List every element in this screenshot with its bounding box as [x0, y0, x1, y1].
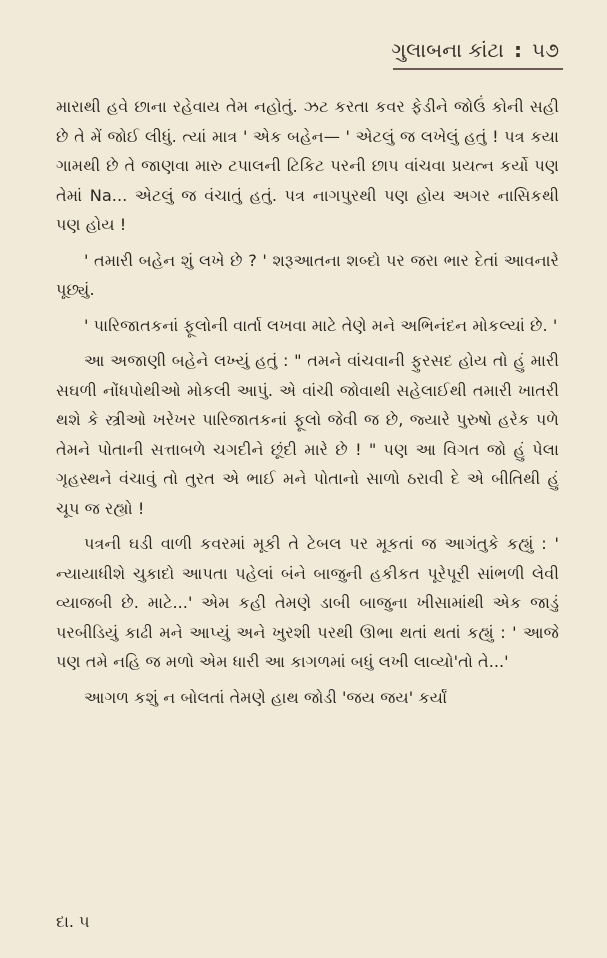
- body-text: [56, 92, 559, 718]
- paragraph: આ અજાણી બહેને લખ્યું હતું : " તમને વાંચવાની ફુરસદ હોય તો હું મારી સઘળી નોંધપોથીઓ મોકલી આપું. એ વાંચી જોવાથી સહેલાઈથી તમારી ખાતરી થશે કે સ્ત્રીઓ ખરેખર પારિજાતકનાં ફૂલો જેવી જ છે, જ્યારે પુરુષો હરેક પળે તેમને પોતાની સત્તાબળે ચગદીને છૂંદી મારે છે ! " પણ આ વિગત જો હું પેલા ગૃહસ્થને વંચાવું તો તુરત એ ભાઈ મને પોતાનો સાળો ઠરાવી દે એ બીતિથી હું ચૂપ જ રહ્યો !: [56, 351, 559, 518]
- page-number: ૫૭: [531, 38, 559, 62]
- paragraph: મારાથી હવે છાના રહેવાય તેમ નહોતું. ઝટ કરતા કવર ફેડીને જોઉં કોની સહી છે તે મેં જોઈ લીધું. ત્યાં માત્ર ' એક બહેન— ' એટલું જ લખેલું હતું ! પત્ર કયા ગામથી છે તે જાણવા મારુ ટપાલની ટિકિટ પરની છાપ વાંચવા પ્રયત્ન કર્યો પણ તેમાં Na... એટલું જ વંચાતું હતું. પત્ર નાગપુરથી પણ હોય અગર નાસિકથી પણ હોય !: [56, 97, 559, 234]
- paragraph: આગળ કશું ન બોલતાં તેમણે હાથ જોડી 'જય જય' કર્યાં: [84, 687, 448, 707]
- signature-mark: દા. ૫: [56, 912, 90, 931]
- running-header: [392, 38, 559, 62]
- paragraph: ' પારિજાતકનાં ફૂલોની વાર્તા લખવા માટે તેણે મને અભિનંદન મોકલ્યાં છે. ': [84, 315, 558, 335]
- paragraph: ' તમારી બહેન શું લખે છે ? ' શરૂઆતના શબ્દો પર જરા ભાર દેતાં આવનારે પૂછ્યું.: [56, 250, 559, 299]
- header-rule: [393, 68, 563, 70]
- running-title: ગુલાબના કાંટા: [391, 38, 504, 62]
- header-separator: :: [513, 38, 522, 62]
- paragraph: પત્રની ઘડી વાળી કવરમાં મૂકી તે ટેબલ પર મૂકતાં જ આગંતુકે કહ્યું : ' ન્યાયાધીશે ચુકાદો આપતા પહેલાં બંને બાજુની હકીકત પૂરેપૂરી સાંભળી લેવી વ્યાજબી છે. માટે...' એમ કહી તેમણે ડાબી બાજુના ખીસામાંથી એક જાડું પરબીડિયું કાઢી મને આપ્યું અને ખુરશી પરથી ઊભા થતાં થતાં કહ્યું : ' આજે પણ તમે નહિ જ મળો એમ ધારી આ કાગળમાં બધું લખી લાવ્યો'તો તે...': [56, 534, 559, 671]
